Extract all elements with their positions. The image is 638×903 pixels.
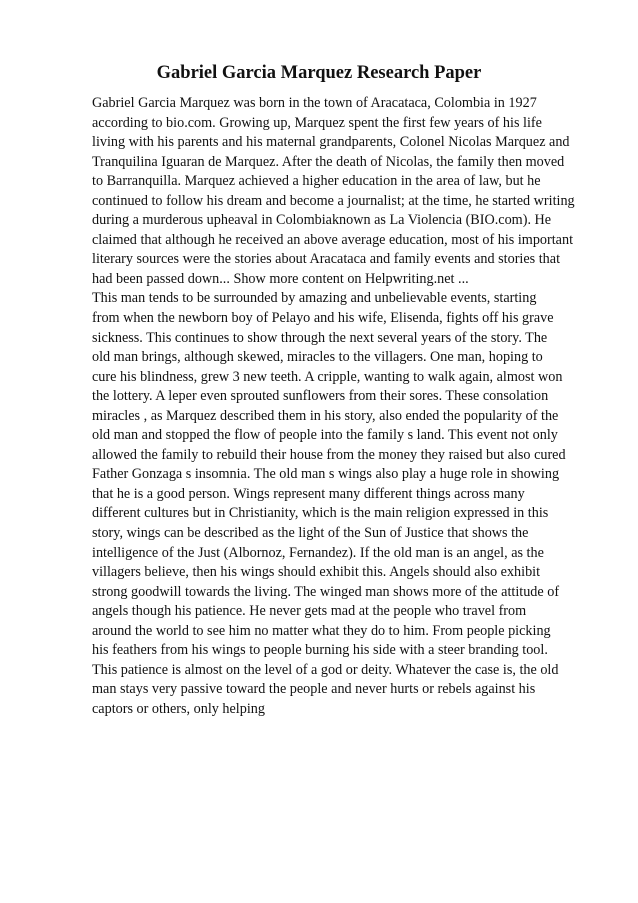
text-line: the lottery. A leper even sprouted sunflowers from their sores. These consolation (92, 388, 549, 405)
text-line: cure his blindness, grew 3 new teeth. A cripple, wanting to walk again, almost won (92, 368, 563, 385)
text-line: captors or others, only helping (92, 700, 265, 717)
text-line: old man brings, although skewed, miracles to the villagers. One man, hoping to (92, 349, 543, 366)
text-line: literary sources were the stories about Aracataca and family events and stories that (92, 251, 561, 268)
text-line: claimed that although he received an above average education, most of his important (92, 231, 574, 248)
text-line: that he is a good person. Wings represent many different things across many (92, 485, 525, 502)
text-line: different cultures but in Christianity, which is the main religion expressed in this (92, 505, 549, 522)
text-line: miracles , as Marquez described them in his story, also ended the popularity of the (92, 407, 559, 424)
text-line: his feathers from his wings to people burning his side with a steer branding tool. (92, 642, 548, 659)
text-line: strong goodwill towards the living. The winged man shows more of the attitude of (92, 583, 560, 600)
text-line: This man tends to be surrounded by amazing and unbelievable events, starting (92, 290, 537, 307)
text-line: continued to follow his dream and become a journalist; at the time, he started writing (92, 192, 575, 209)
text-line: had been passed down... Show more content on Helpwriting.net ... (92, 270, 469, 287)
text-line: story, wings can be described as the light of the Sun of Justice that shows the (92, 525, 529, 542)
text-line: Father Gonzaga s insomnia. The old man s wings also play a huge role in showing (92, 466, 560, 483)
text-line: old man and stopped the flow of people into the family s land. This event not only (92, 427, 558, 444)
text-line: allowed the family to rebuild their house from the money they raised but also cured (92, 446, 566, 463)
text-line: during a murderous upheaval in Colombiaknown as La Violencia (BIO.com). He (92, 212, 552, 229)
text-line: living with his parents and his maternal grandparents, Colonel Nicolas Marquez and (92, 134, 570, 151)
text-line: sickness. This continues to show through the next several years of the story. The (92, 329, 548, 346)
text-line: villagers believe, then his wings should exhibit this. Angels should also exhibit (92, 564, 541, 581)
text-line: angels though his patience. He never gets mad at the people who travel from (92, 603, 527, 620)
text-line: This patience is almost on the level of a god or deity. Whatever the case is, the old (92, 661, 559, 678)
text-line: according to bio.com. Growing up, Marquez spent the first few years of his life (92, 114, 542, 131)
text-line: from when the newborn boy of Pelayo and his wife, Elisenda, fights off his grave (92, 310, 554, 327)
text-line: Gabriel Garcia Marquez was born in the town of Aracataca, Colombia in 1927 (92, 95, 537, 111)
body-text (92, 94, 575, 720)
text-line: Tranquilina Iguaran de Marquez. After the death of Nicolas, the family then moved (92, 153, 565, 170)
text-line: intelligence of the Just (Albornoz, Fernandez). If the old man is an angel, as the (92, 544, 544, 561)
text-line: man stays very passive toward the people and never hurts or rebels against his (92, 681, 536, 698)
text-line: around the world to see him no matter what they do to him. From people picking (92, 622, 551, 639)
page-title: Gabriel Garcia Marquez Research Paper (156, 63, 482, 83)
text-line: to Barranquilla. Marquez achieved a higher education in the area of law, but he (92, 173, 541, 190)
